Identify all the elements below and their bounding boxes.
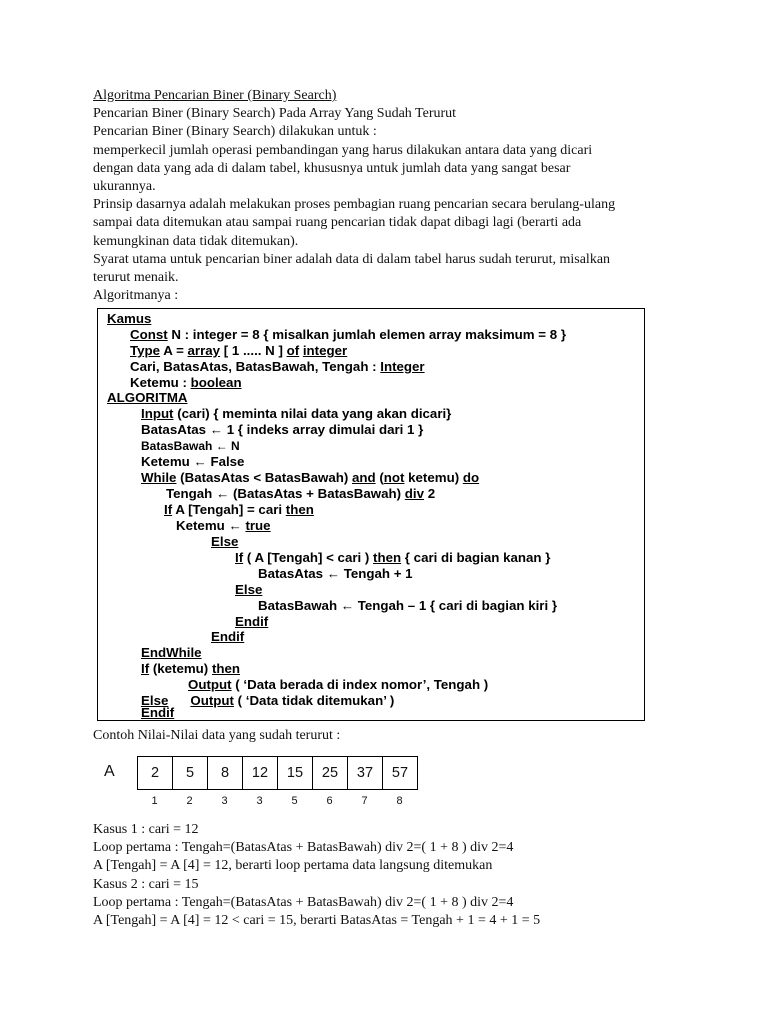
array-index: 3 xyxy=(221,795,228,807)
kasus-line: A [Tengah] = A [4] = 12, berarti loop pertama data langsung ditemukan xyxy=(93,858,493,874)
intro-line: Pencarian Biner (Binary Search) dilakukan untuk : xyxy=(93,124,377,140)
code-line: Tengah ← (BatasAtas + BatasBawah) div 2 xyxy=(166,486,436,501)
code-line: Ketemu ← False xyxy=(141,454,245,469)
intro-line: ukurannya. xyxy=(93,179,156,195)
code-line: If (ketemu) then xyxy=(141,661,241,676)
code-line: BatasBawah ← Tengah – 1 { cari di bagian kiri } xyxy=(258,598,558,613)
array-cell: 25 xyxy=(313,757,348,789)
code-line: While (BatasAtas < BatasBawah) and (not ketemu) do xyxy=(141,470,480,485)
intro-line: Prinsip dasarnya adalah melakukan proses pembagian ruang pencarian secara berulang-ulang xyxy=(93,197,616,213)
code-line: Output ( ‘Data berada di index nomor’, Tengah ) xyxy=(188,677,489,692)
example-heading: Contoh Nilai-Nilai data yang sudah terurut : xyxy=(93,728,341,743)
code-line: Endif xyxy=(235,614,269,629)
document-title: Algoritma Pencarian Biner (Binary Search) xyxy=(93,88,337,103)
intro-line: Syarat utama untuk pencarian biner adalah data di dalam tabel harus sudah terurut, misalkan xyxy=(93,251,611,267)
array-index: 7 xyxy=(361,795,368,807)
code-line: Input (cari) { meminta nilai data yang akan dicari} xyxy=(141,406,452,421)
intro-line: sampai data ditemukan atau sampai ruang pencarian tidak dapat dibagi lagi (berarti ada xyxy=(93,215,582,231)
intro-line: dengan data yang ada di dalam tabel, khususnya untuk jumlah data yang sangat besar xyxy=(93,160,571,176)
array-cell: 12 xyxy=(243,757,278,789)
intro-line: memperkecil jumlah operasi pembandingan yang harus dilakukan antara data yang dicari xyxy=(93,142,593,158)
code-line: Else Output ( ‘Data tidak ditemukan’ ) xyxy=(141,693,395,708)
kamus-heading: Kamus xyxy=(107,311,152,326)
array-cell: 2 xyxy=(138,757,173,789)
array-indices xyxy=(137,795,417,807)
array-index: 6 xyxy=(326,795,333,807)
code-line: Else xyxy=(211,534,239,549)
code-line: BatasAtas ← Tengah + 1 xyxy=(258,566,413,581)
array-label: A xyxy=(104,763,115,780)
code-line: Type A = array [ 1 ..... N ] of integer xyxy=(130,343,348,358)
array-index: 5 xyxy=(291,795,298,807)
code-line: BatasBawah ← N xyxy=(141,439,240,453)
code-line: Endif xyxy=(211,629,245,644)
intro-line: kemungkinan data tidak ditemukan). xyxy=(93,233,299,249)
code-line: Const N : integer = 8 { misalkan jumlah elemen array maksimum = 8 } xyxy=(130,327,567,342)
code-line: EndWhile xyxy=(141,645,202,660)
intro-section xyxy=(93,87,693,305)
array-cell: 5 xyxy=(173,757,208,789)
algoritma-heading: ALGORITMA xyxy=(107,390,188,405)
kasus-line: A [Tengah] = A [4] = 12 < cari = 15, berarti BatasAtas = Tengah + 1 = 4 + 1 = 5 xyxy=(93,913,541,929)
array-index: 8 xyxy=(396,795,403,807)
intro-line: terurut menaik. xyxy=(93,270,179,286)
array-index: 2 xyxy=(186,795,193,807)
code-line: Endif xyxy=(141,705,175,720)
kasus-line: Kasus 2 : cari = 15 xyxy=(93,876,199,892)
code-line: Else xyxy=(235,582,263,597)
code-line: BatasAtas ← 1 { indeks array dimulai dari 1 } xyxy=(141,422,424,437)
kasus-section xyxy=(93,821,540,930)
code-line: Ketemu : boolean xyxy=(130,375,242,390)
array-table xyxy=(137,756,418,790)
kasus-line: Kasus 1 : cari = 12 xyxy=(93,822,199,837)
kasus-line: Loop pertama : Tengah=(BatasAtas + BatasBawah) div 2=( 1 + 8 ) div 2=4 xyxy=(93,840,514,856)
array-index: 1 xyxy=(151,795,158,807)
intro-line: Algoritmanya : xyxy=(93,288,179,304)
code-line: If A [Tengah] = cari then xyxy=(164,502,314,517)
algorithm-box xyxy=(97,308,645,721)
array-cell: 37 xyxy=(348,757,383,789)
code-line: Ketemu ← true xyxy=(176,518,271,533)
array-cell: 8 xyxy=(208,757,243,789)
intro-line: Pencarian Biner (Binary Search) Pada Array Yang Sudah Terurut xyxy=(93,106,457,122)
array-index: 3 xyxy=(256,795,263,807)
kasus-line: Loop pertama : Tengah=(BatasAtas + BatasBawah) div 2=( 1 + 8 ) div 2=4 xyxy=(93,894,514,910)
code-line: If ( A [Tengah] < cari ) then { cari di bagian kanan } xyxy=(235,550,551,565)
array-cell: 15 xyxy=(278,757,313,789)
code-line: Cari, BatasAtas, BatasBawah, Tengah : Integer xyxy=(130,359,425,374)
array-cell: 57 xyxy=(383,757,418,789)
